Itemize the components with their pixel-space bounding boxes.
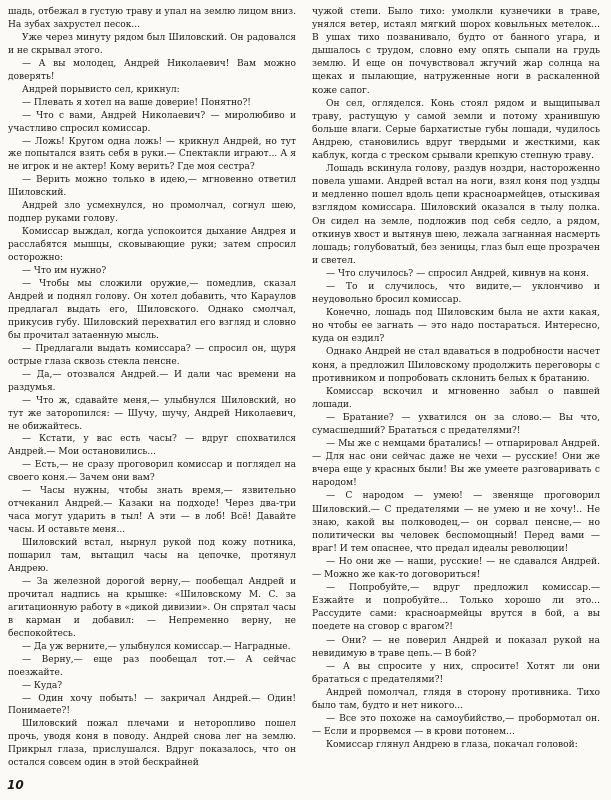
paragraph: Однако Андрей не стал вдаваться в подробности насчет коня, а предложил Шиловскому продолжить переговоры с противником и попробовать склонить белых к братанию. — [312, 347, 600, 384]
paragraph: — Мы же с немцами братались! — отпарировал Андрей.— Для нас они сейчас даже не чехи — русские! Они же вчера еще у красных были! Вы же умеете разговаривать с народом! — [312, 439, 600, 489]
paragraph: Андрей помолчал, глядя в сторону противника. Тихо было там, будто и нет никого... — [312, 687, 600, 711]
paragraph: Комиссар глянул Андрею в глаза, покачал головой: — [326, 740, 578, 751]
paragraph: — Часы нужны, чтобы знать время,— язвительно отчеканил Андрей.— Казаки на подходе! Через два-три часа могут ударить в тыл! А эти — в лоб! Всё! Давайте часы. И оставьте меня... — [8, 486, 296, 536]
paragraph: Комиссар вскочил и мгновенно забыл о павшей лошади. — [312, 386, 600, 410]
paragraph: — А вы спросите у них, спросите! Хотят ли они брататься с предателями?! — [312, 661, 600, 685]
paragraph: — Предлагали выдать комиссара? — спросил он, щуря острые глаза сквозь стекла пенсне. — [8, 343, 296, 367]
paragraph: — За железной дорогой верну,— пообещал Андрей и прочитал надпись на крышке: «Шиловскому М. С. за агитационную работу в «дикой дивизии». Он спрятал часы в карман и добавил: — Непременно верну, не беспокойтесь. — [8, 576, 296, 639]
paragraph: Конечно, лошадь под Шиловским была не ахти какая, но чтобы ее загнать — это надо постараться. Интересно, куда он ездил? — [312, 308, 600, 345]
paragraph: Комиссар выждал, когда успокоится дыхание Андрея и расслабятся мышцы, сковывающие руки; затем спросил осторожно: — [8, 227, 296, 264]
paragraph: — Что ж, сдавайте меня,— улыбнулся Шиловский, но тут же заторопился: — Шучу, шучу, Андрей Николаевич, не обижайтесь. — [8, 395, 296, 432]
left-column — [8, 6, 296, 770]
paragraph: чужой степи. Было тихо: умолкли кузнечики в траве, унялся ветер, истаял мягкий шорох ковыльных метелок... В ушах тихо позванивало, будто от банного угара, и дышалось с трудом, словно ему опять сыпали на грудь землю. И еще он почувствовал жгучий жар солнца на щеках и пылающие, натруженные ноги в раскаленной коже сапог. — [312, 7, 600, 96]
paragraph: — Братание? — ухватился он за слово.— Вы что, сумасшедший? Брататься с предателями?! — [312, 412, 600, 436]
paragraph: — Все это похоже на самоубийство,— пробормотал он.— Если и прорвемся — в крови потонем... — [312, 714, 600, 738]
paragraph: — Есть,— не сразу проговорил комиссар и поглядел на своего коня.— Зачем они вам? — [8, 460, 296, 484]
paragraph: — Один хочу побыть! — закричал Андрей.— Один! Понимаете?! — [8, 693, 296, 717]
paragraph: — Попробуйте,— вдруг предложил комиссар.— Езжайте и попробуйте... Только хорошо ли это... Рассудите сами: красноармейцы врутся в бой, а вы поедете на сговор с врагом?! — [312, 583, 600, 633]
paragraph: Он сел, огляделся. Конь стоял рядом и выщипывал траву, растущую у самой земли и потому хранившую больше влаги. Серые бархатистые губы лошади, чудилось Андрею, становились вдруг твердыми и жесткими, как каблук, когда с треском срывали крепкую степную траву. — [312, 98, 600, 162]
page-number: 10 — [7, 778, 24, 792]
paragraph: Андрей зло усмехнулся, но промолчал, согнул шею, подпер руками голову. — [8, 201, 296, 225]
paragraph: — Ложь! Кругом одна ложь! — крикнул Андрей, но тут же попытался взять себя в руки.— Спектакли играют... А я не игрок и не актер! Кому верить? Где моя сестра? — [8, 136, 296, 173]
paragraph: — То и случилось, что видите,— уклончиво и неудовольно бросил комиссар. — [312, 281, 600, 306]
paragraph: Шиловский встал, нырнул рукой под кожу потника, пошарил там, вытащил часы на цепочке, протянул Андрею. — [8, 538, 296, 574]
paragraph: Андрей порывисто сел, крикнул: — [22, 84, 180, 95]
paragraph: — Куда? — [22, 680, 63, 691]
paragraph: — Кстати, у вас есть часы? — вдруг спохватился Андрей.— Мои остановились... — [8, 434, 296, 458]
paragraph: — Что им нужно? — [22, 266, 107, 277]
paragraph: — Они? — не поверил Андрей и показал рукой на невидимую в траве цепь.— В бой? — [312, 635, 600, 659]
paragraph: — Чтобы мы сложили оружие,— помедлив, сказал Андрей и поднял голову. Он хотел добавить, что Караулов предлагал выдать его, Шиловского. Однако смолчал, прикусив губу. Шиловский перехватил его взгляд и словно бы прочитал затаенную мысль. — [8, 279, 296, 341]
paragraph: — Верну,— еще раз пообещал тот.— А сейчас поезжайте. — [8, 654, 296, 678]
paragraph: Шиловский пожал плечами и неторопливо пошел прочь, уводя коня в поводу. Андрей снова лег на землю. Прикрыл глаза, прислушался. Вдруг показалось, что он остался совсем один в этой бескрайней — [8, 719, 296, 769]
paragraph: — Но они же — наши, русские! — не сдавался Андрей.— Можно же как-то договориться! — [312, 556, 600, 581]
paragraph: — С народом — умею! — звеняще проговорил Шиловский.— С предателями — не умею и не хочу!.. Не знаю, какой вы полководец,— он сорвал пенсне,— но политически вы человек беспомощный! Перед вами — враг! И тем опаснее, что предал идеалы революции! — [312, 491, 600, 554]
paragraph: — Верить можно только в идею,— мгновенно ответил Шиловский. — [8, 175, 296, 199]
paragraph: шадь, отбежал в густую траву и упал на землю лицом вниз. На зубах захрустел песок... — [8, 7, 296, 30]
paragraph: Лошадь вскинула голову, раздув ноздри, настороженно повела ушами. Андрей встал на ноги, взял коня под уздцы и медленно пошел вдоль цепи красноармейцев, отыскивая взглядом комиссара. Шиловский оказался в тылу полка. Он сидел на земле, подложив под себя седло, а рядом, откинув хвост и вытянув шею, лежала загнанная насмерть лошадь; голубоватый, без зеницы, глаз был еще прозрачен и светел. — [312, 164, 600, 266]
paragraph: — Да,— отозвался Андрей.— И дали час времени на раздумья. — [8, 369, 296, 393]
paragraph: — Плевать я хотел на ваше доверие! Понятно?! — [22, 97, 251, 108]
paragraph: — Что случилось? — спросил Андрей, кивнув на коня. — [326, 268, 590, 279]
right-column — [312, 6, 600, 752]
paragraph: Уже через минуту рядом был Шиловский. Он радовался и не скрывал этого. — [8, 32, 296, 56]
paragraph: — Да уж верните,— улыбнулся комиссар.— Наградные. — [22, 641, 291, 652]
paragraph: — А вы молодец, Андрей Николаевич! Вам можно доверять! — [8, 58, 296, 82]
paragraph: — Что с вами, Андрей Николаевич? — миролюбиво и участливо спросил комиссар. — [8, 110, 296, 134]
